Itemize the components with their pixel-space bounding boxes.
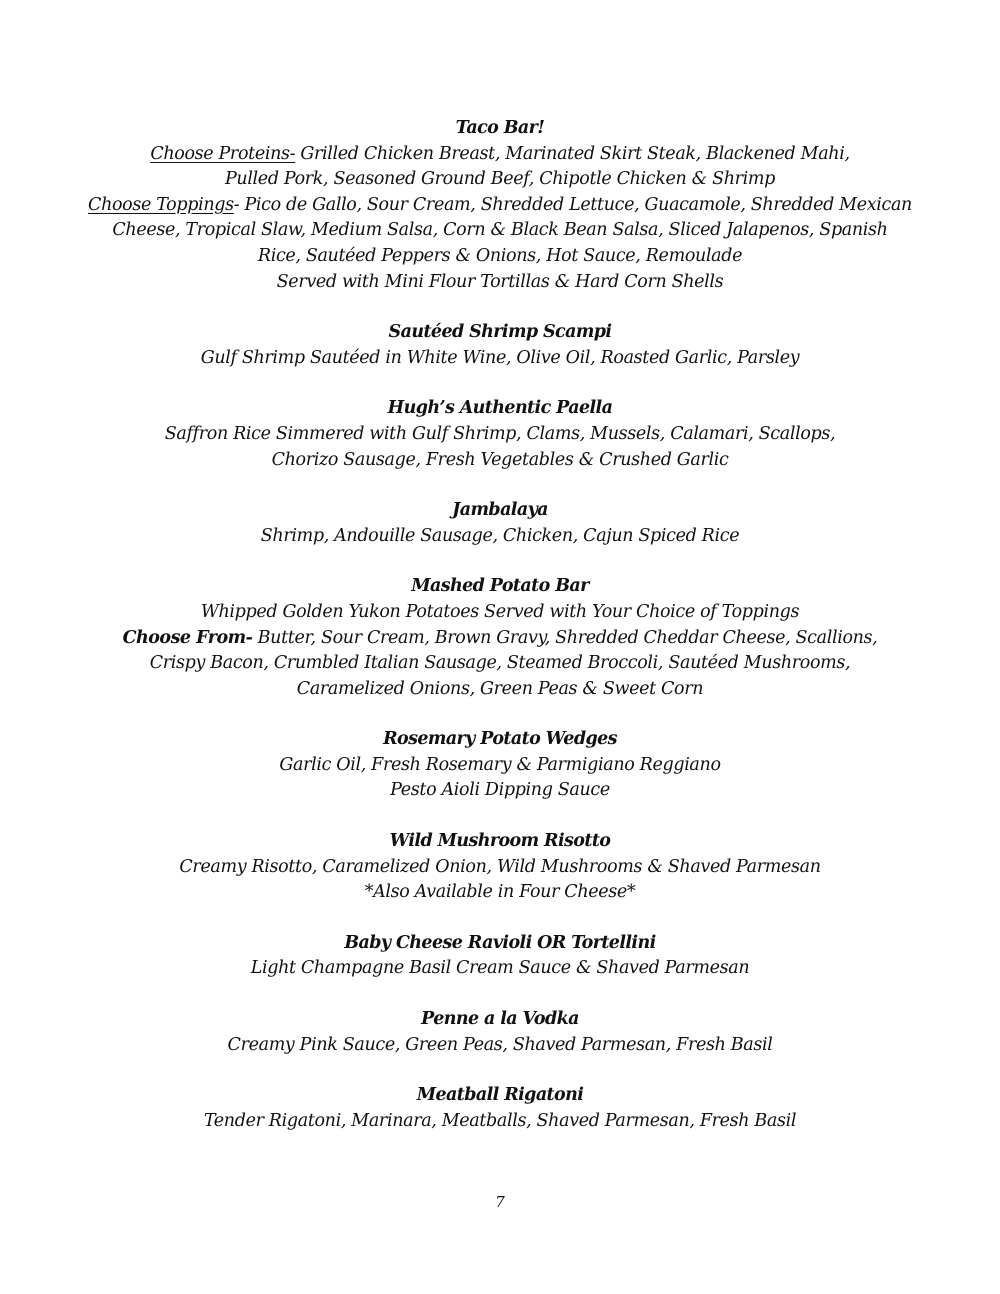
- menu-item-title: Mashed Potato Bar: [411, 576, 589, 597]
- menu-item-title: Baby Cheese Ravioli OR Tortellini: [344, 932, 656, 953]
- menu-item-line-text: - Pico de Gallo, Sour Cream, Shredded Lettuce, Guacamole, Shredded Mexican: [233, 194, 912, 215]
- choose-toppings-label: Choose Toppings: [88, 194, 234, 215]
- menu-item-line: Served with Mini Flour Tortillas & Hard Corn Shells: [276, 271, 724, 292]
- menu-item-paella: [0, 396, 1000, 473]
- choose-from-label: Choose From-: [122, 627, 253, 648]
- menu-item-line: Rice, Sautéed Peppers & Onions, Hot Sauce, Remoulade: [257, 245, 743, 266]
- menu-item-meatball-rigatoni: [0, 1083, 1000, 1134]
- menu-item-line: Creamy Pink Sauce, Green Peas, Shaved Parmesan, Fresh Basil: [227, 1034, 773, 1055]
- choose-proteins-label: Choose Proteins-: [150, 143, 296, 164]
- menu-item-line: Saffron Rice Simmered with Gulf Shrimp, Clams, Mussels, Calamari, Scallops,: [164, 423, 836, 444]
- menu-item-line: Gulf Shrimp Sautéed in White Wine, Olive Oil, Roasted Garlic, Parsley: [200, 347, 800, 368]
- menu-item-title: Jambalaya: [452, 500, 548, 521]
- menu-item-penne-vodka: [0, 1007, 1000, 1058]
- menu-item-line: Garlic Oil, Fresh Rosemary & Parmigiano Reggiano: [279, 754, 721, 775]
- menu-item-line: Light Champagne Basil Cream Sauce & Shaved Parmesan: [250, 958, 750, 979]
- menu-item-line: Pesto Aioli Dipping Sauce: [390, 780, 610, 801]
- menu-item-line: [0, 193, 1000, 219]
- menu-item-mushroom-risotto: [0, 829, 1000, 906]
- menu-item-title: Sautéed Shrimp Scampi: [388, 322, 612, 343]
- menu-item-line: Chorizo Sausage, Fresh Vegetables & Crushed Garlic: [271, 449, 729, 470]
- menu-item-title: Wild Mushroom Risotto: [389, 831, 611, 852]
- menu-item-mashed-potato-bar: [0, 574, 1000, 702]
- menu-item-ravioli-tortellini: [0, 931, 1000, 982]
- menu-item-line: Creamy Risotto, Caramelized Onion, Wild Mushrooms & Shaved Parmesan: [179, 856, 821, 877]
- menu-item-line: Crispy Bacon, Crumbled Italian Sausage, Steamed Broccoli, Sautéed Mushrooms,: [149, 653, 851, 674]
- menu-page: [0, 116, 1000, 1159]
- menu-item-line: Tender Rigatoni, Marinara, Meatballs, Shaved Parmesan, Fresh Basil: [203, 1110, 797, 1131]
- menu-item-line: Pulled Pork, Seasoned Ground Beef, Chipotle Chicken & Shrimp: [224, 169, 776, 190]
- menu-item-title: Taco Bar!: [455, 118, 545, 138]
- menu-item-line: [0, 142, 1000, 168]
- menu-item-line-text: Butter, Sour Cream, Brown Gravy, Shredded Cheddar Cheese, Scallions,: [252, 627, 878, 648]
- menu-item-title: Hugh’s Authentic Paella: [387, 398, 613, 419]
- menu-item-line-text: Grilled Chicken Breast, Marinated Skirt Steak, Blackened Mahi,: [295, 143, 850, 164]
- page-number: 7: [495, 1193, 505, 1211]
- menu-item-potato-wedges: [0, 727, 1000, 804]
- menu-item-jambalaya: [0, 498, 1000, 549]
- menu-item-line: Caramelized Onions, Green Peas & Sweet Corn: [296, 678, 704, 699]
- menu-item-title: Meatball Rigatoni: [416, 1085, 584, 1106]
- menu-item-line: Shrimp, Andouille Sausage, Chicken, Cajun Spiced Rice: [260, 525, 740, 546]
- menu-item-taco-bar: [0, 116, 1000, 295]
- menu-item-line: Whipped Golden Yukon Potatoes Served with Your Choice of Toppings: [200, 601, 800, 622]
- menu-item-shrimp-scampi: [0, 320, 1000, 371]
- menu-item-line: *Also Available in Four Cheese*: [364, 882, 636, 903]
- menu-item-title: Penne a la Vodka: [421, 1009, 579, 1030]
- menu-item-title: Rosemary Potato Wedges: [383, 729, 617, 750]
- menu-item-line: Cheese, Tropical Slaw, Medium Salsa, Corn & Black Bean Salsa, Sliced Jalapenos, Spanish: [112, 220, 888, 241]
- menu-item-line: [0, 626, 1000, 652]
